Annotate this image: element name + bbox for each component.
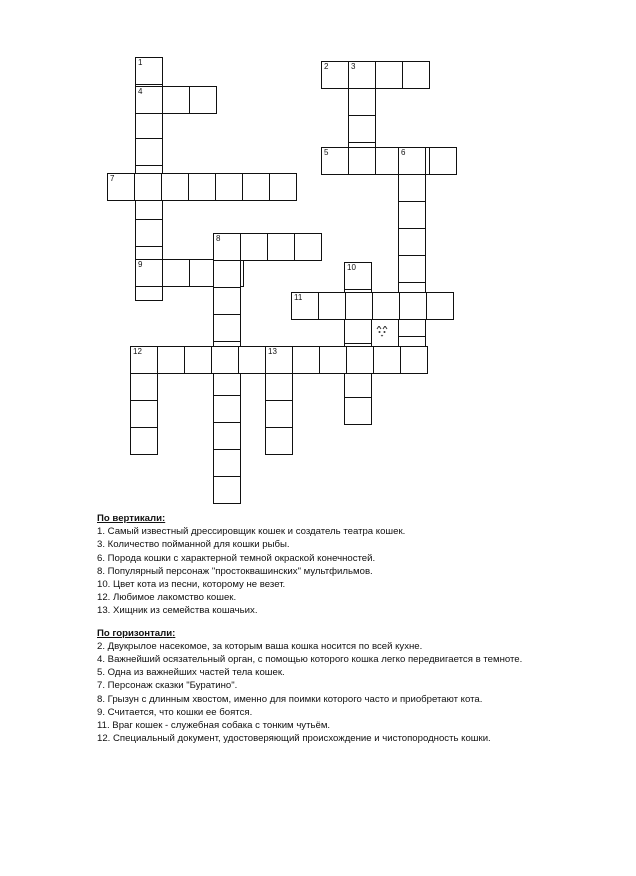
across-title-colon: :	[172, 627, 176, 639]
grid-cell	[344, 316, 372, 344]
grid-cell	[399, 292, 427, 320]
grid-cell	[292, 346, 320, 374]
grid-cell	[213, 287, 241, 315]
grid-cell	[429, 147, 457, 175]
across-clue: 11. Враг кошек - служебная собака с тонким чутьём.	[97, 720, 331, 732]
grid-cell	[161, 173, 189, 201]
grid-cell	[135, 138, 163, 166]
down-clue: 8. Популярный персонаж "простоквашинских" мультфильмов.	[97, 565, 373, 577]
grid-cell	[130, 427, 158, 455]
clue-number: 11	[294, 293, 303, 302]
grid-cell	[265, 400, 293, 428]
grid-cell	[344, 397, 372, 425]
grid-cell	[348, 115, 376, 143]
across-title-text: По горизонтали	[97, 627, 173, 639]
grid-cell	[318, 292, 346, 320]
clue-number: 9	[138, 260, 143, 269]
clue-number: 4	[138, 87, 143, 96]
down-section	[97, 512, 617, 618]
across-clue: 12. Специальный документ, удостоверяющий происхождение и чистопородность кошки.	[97, 733, 491, 745]
grid-cell	[213, 233, 241, 261]
grid-cell	[372, 292, 400, 320]
grid-cell	[398, 147, 426, 175]
clue-number: 13	[268, 347, 277, 356]
grid-cell	[265, 373, 293, 401]
grid-cell	[242, 173, 270, 201]
grid-cell	[426, 292, 454, 320]
grid-cell	[402, 61, 430, 89]
grid-cell	[135, 111, 163, 139]
grid-cell	[321, 61, 349, 89]
down-title-text: По вертикали	[97, 513, 162, 524]
grid-cell	[240, 233, 268, 261]
grid-cell	[135, 57, 163, 85]
grid-cell	[130, 400, 158, 428]
across-clue: 2. Двукрылое насекомое, за которым ваша кошка носится по всей кухне.	[97, 640, 423, 652]
grid-cell	[213, 449, 241, 477]
down-clue: 1. Самый известный дрессировщик кошек и создатель театра кошек.	[97, 526, 406, 538]
grid-cell	[213, 422, 241, 450]
clue-number: 6	[401, 148, 406, 157]
grid-cell	[215, 173, 243, 201]
grid-cell	[162, 86, 190, 114]
across-section	[97, 627, 617, 746]
grid-cell	[291, 292, 319, 320]
across-clue: 9. Считается, что кошки ее боятся.	[97, 706, 253, 718]
grid-cell	[134, 173, 162, 201]
clue-number: 10	[347, 263, 356, 272]
clue-number: 5	[324, 148, 329, 157]
down-clue: 13. Хищник из семейства кошачьих.	[97, 605, 258, 617]
grid-cell	[130, 373, 158, 401]
grid-cell	[345, 292, 373, 320]
grid-cell	[319, 346, 347, 374]
grid-cell	[294, 233, 322, 261]
grid-cell	[348, 61, 376, 89]
grid-cell	[213, 476, 241, 504]
clue-number: 2	[324, 62, 329, 71]
grid-cell	[398, 174, 426, 202]
down-clue: 10. Цвет кота из песни, которому не везет.	[97, 579, 286, 591]
grid-cell	[398, 228, 426, 256]
clue-number: 7	[110, 174, 115, 183]
grid-cell	[344, 370, 372, 398]
down-title-colon: :	[162, 513, 166, 524]
grid-cell	[375, 61, 403, 89]
grid-cell	[189, 86, 217, 114]
grid-cell	[211, 346, 239, 374]
clue-number: 3	[351, 62, 356, 71]
across-title	[97, 627, 617, 640]
clue-number: 8	[216, 234, 221, 243]
grid-cell	[130, 346, 158, 374]
grid-cell	[348, 147, 376, 175]
grid-cell	[398, 255, 426, 283]
grid-cell	[321, 147, 349, 175]
cat-face-icon	[375, 326, 389, 340]
down-clue: 12. Любимое лакомство кошек.	[97, 592, 237, 604]
down-clue: 6. Порода кошки с характерной темной окраской конечностей.	[97, 552, 376, 564]
grid-cell	[344, 262, 372, 290]
grid-cell	[213, 260, 241, 288]
across-clue: 5. Одна из важнейших частей тела кошек.	[97, 667, 285, 679]
grid-cell	[213, 314, 241, 342]
grid-cell	[267, 233, 295, 261]
clues-panel	[97, 512, 617, 745]
grid-cell	[373, 346, 401, 374]
grid-cell	[400, 346, 428, 374]
grid-cell	[213, 395, 241, 423]
grid-cell	[157, 346, 185, 374]
grid-cell	[398, 201, 426, 229]
clue-number: 1	[138, 58, 143, 67]
grid-cell	[107, 173, 135, 201]
grid-cell	[184, 346, 212, 374]
grid-cell	[348, 88, 376, 116]
grid-cell	[135, 86, 163, 114]
grid-cell	[238, 346, 266, 374]
grid-cell	[269, 173, 297, 201]
grid-cell	[265, 427, 293, 455]
down-clue: 3. Количество пойманной для кошки рыбы.	[97, 539, 290, 551]
grid-cell	[265, 346, 293, 374]
grid-cell	[135, 219, 163, 247]
across-clue: 7. Персонаж сказки "Буратино".	[97, 680, 238, 692]
grid-cell	[188, 173, 216, 201]
grid-cell	[135, 259, 163, 287]
grid-cell	[162, 259, 190, 287]
clue-number: 12	[133, 347, 142, 356]
across-clue: 4. Важнейший осязательный орган, с помощью которого кошка легко передвигается в темноте.	[97, 654, 523, 666]
grid-cell	[346, 346, 374, 374]
across-clue: 8. Грызун с длинным хвостом, именно для поимки которого часто и приобретают кота.	[97, 693, 483, 705]
down-title	[97, 512, 617, 525]
